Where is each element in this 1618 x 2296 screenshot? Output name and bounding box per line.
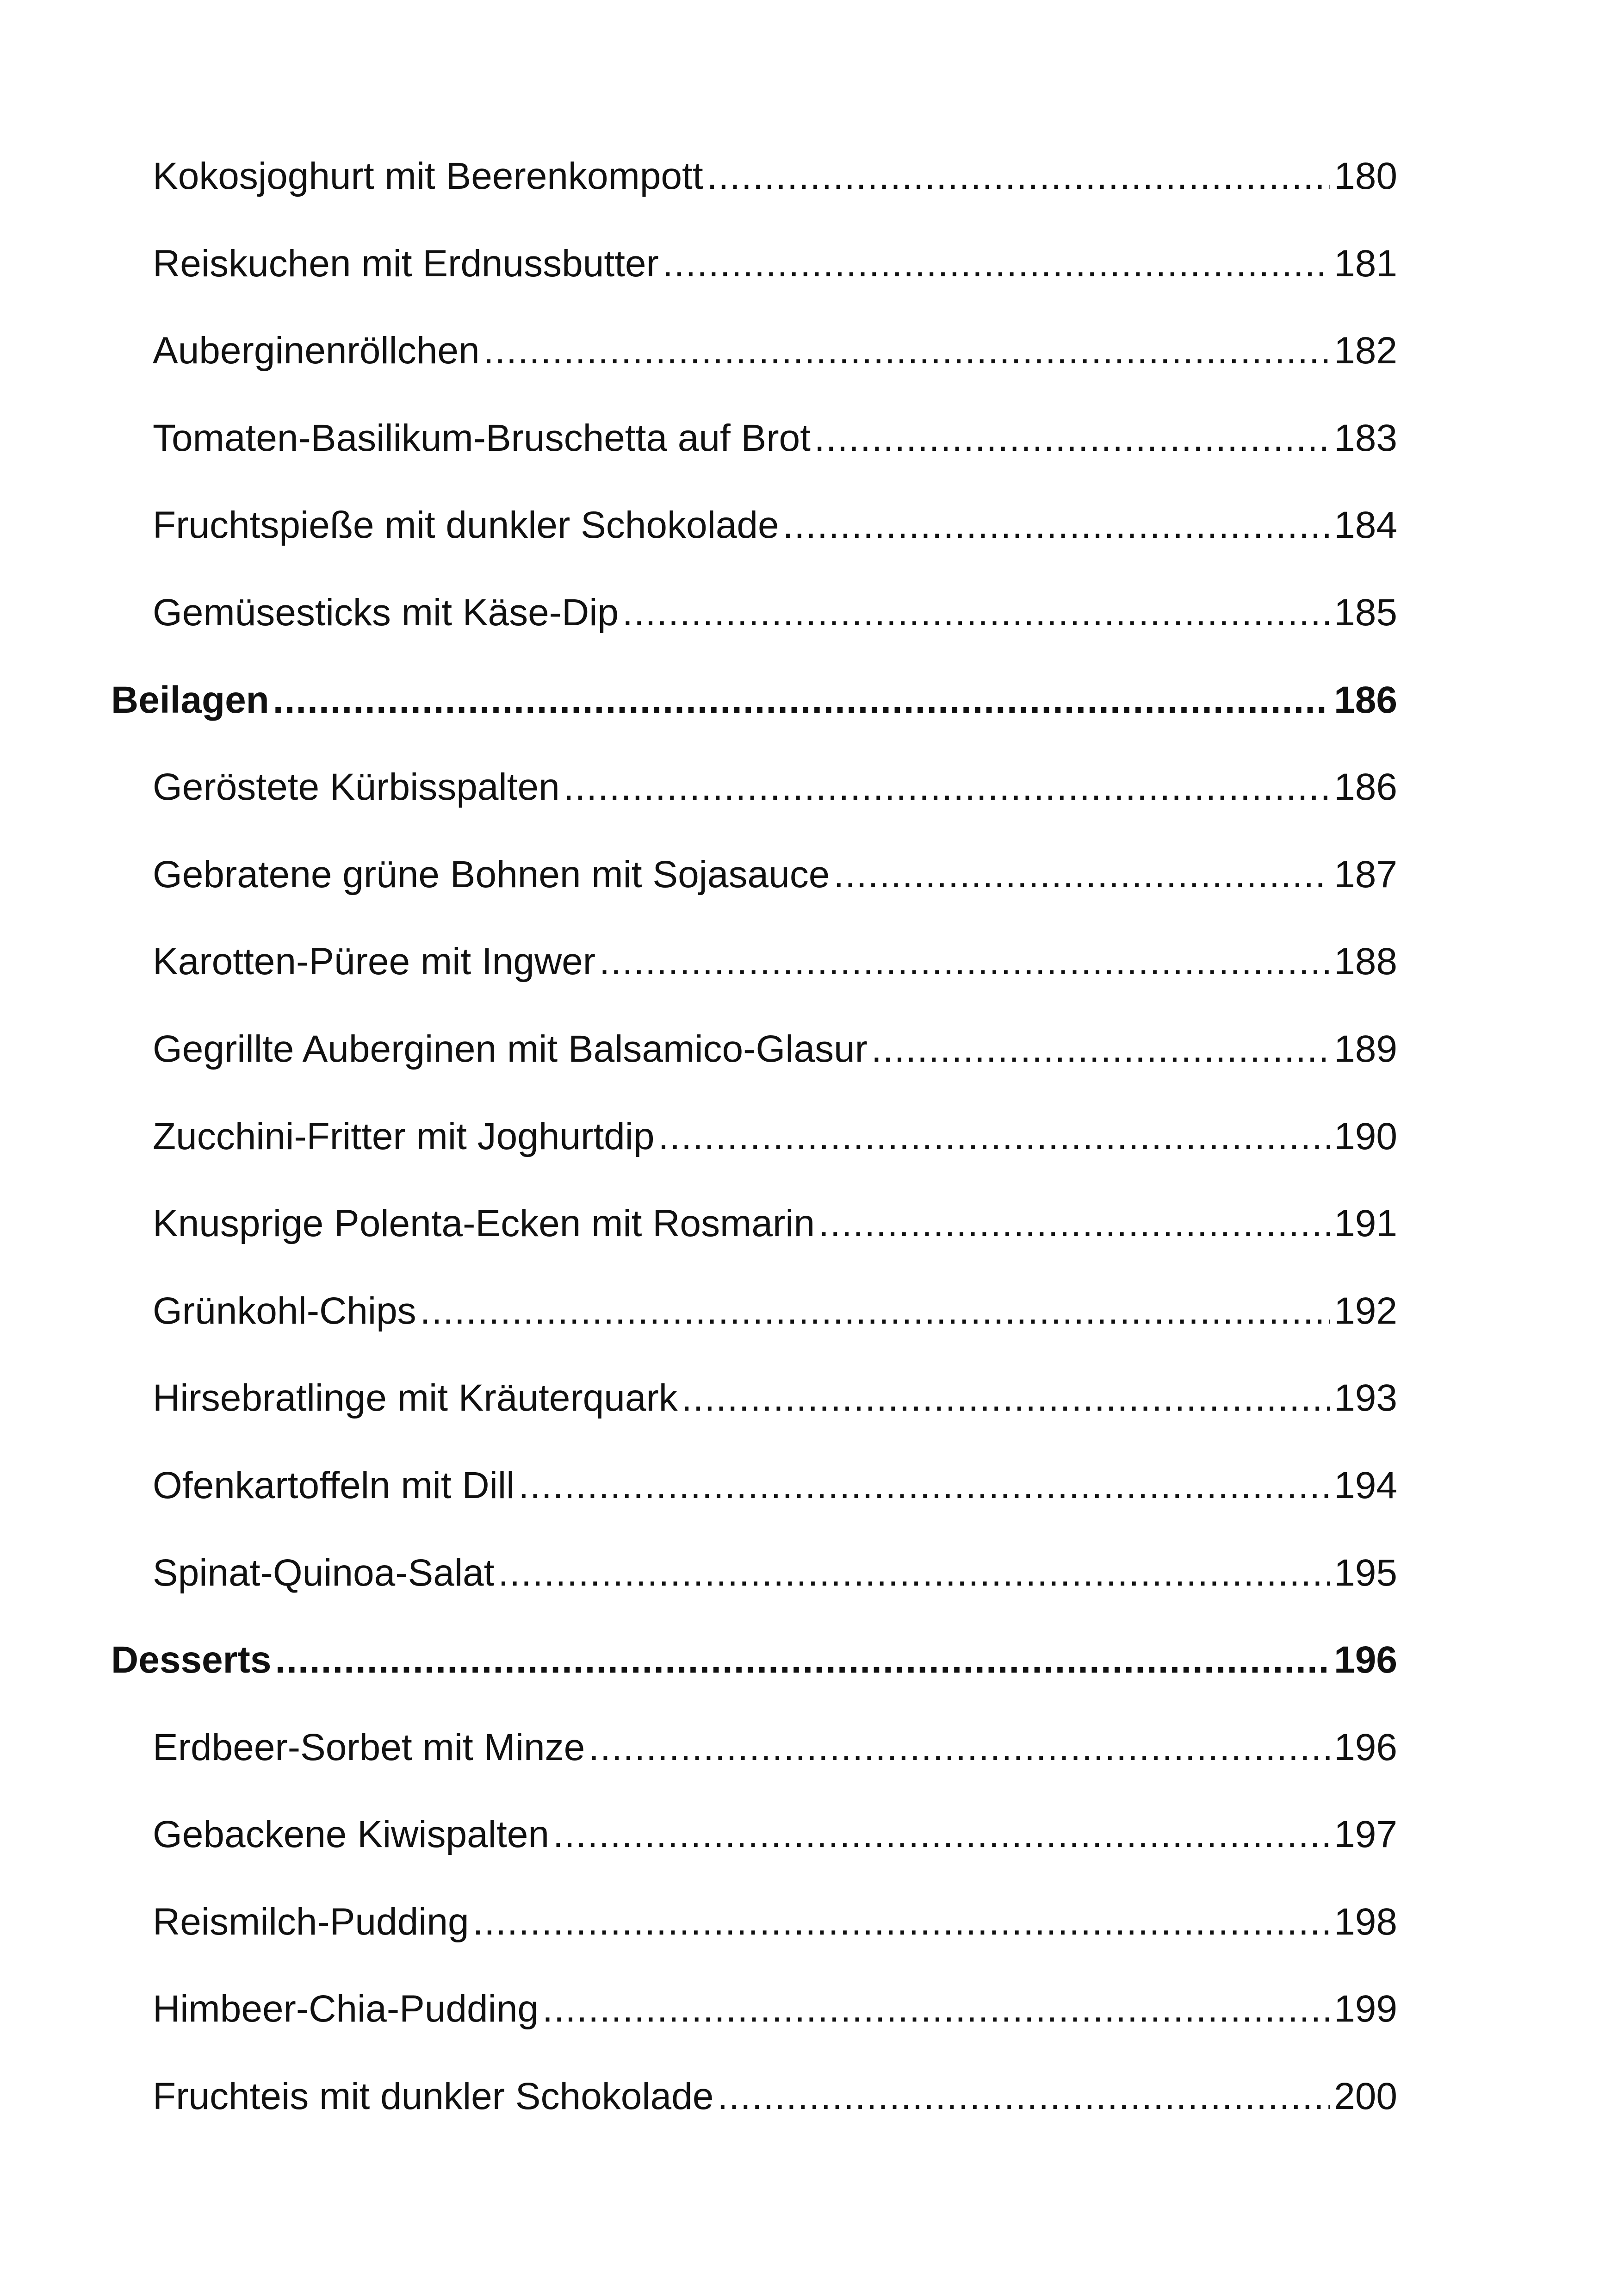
- toc-page-number: 181: [1334, 242, 1397, 285]
- toc-entry-title: Fruchteis mit dunkler Schokolade: [153, 2075, 714, 2118]
- toc-entry-title: Zucchini-Fritter mit Joghurtdip: [153, 1115, 655, 1157]
- toc-entry[interactable]: [111, 1813, 1397, 1903]
- toc-page-number: 189: [1334, 1027, 1397, 1070]
- toc-entry[interactable]: [111, 242, 1397, 332]
- dot-leader: [717, 2078, 1330, 2116]
- toc-entry-title: Geröstete Kürbisspalten: [153, 766, 560, 809]
- dot-leader: [564, 768, 1330, 806]
- toc-page-number: 190: [1334, 1115, 1397, 1157]
- toc-entry-title: Gebratene grüne Bohnen mit Sojasauce: [153, 853, 830, 896]
- dot-leader: [542, 1990, 1330, 2028]
- dot-leader: [783, 506, 1331, 544]
- dot-leader: [498, 1554, 1330, 1592]
- toc-entry[interactable]: [111, 1115, 1397, 1205]
- toc-entry-title: Himbeer-Chia-Pudding: [153, 1988, 539, 2030]
- toc-page-number: 184: [1334, 504, 1397, 547]
- toc-entry-title: Auberginenröllchen: [153, 330, 480, 372]
- dot-leader: [682, 1379, 1330, 1417]
- dot-leader: [518, 1467, 1330, 1505]
- toc-page-number: 196: [1334, 1726, 1397, 1768]
- toc-entry[interactable]: [111, 1551, 1397, 1642]
- toc-entry[interactable]: [111, 1027, 1397, 1118]
- toc-page-number: 183: [1334, 417, 1397, 459]
- toc-entry[interactable]: [111, 1900, 1397, 1991]
- dot-leader: [814, 419, 1330, 457]
- toc-section-heading[interactable]: [111, 1641, 1397, 1729]
- toc-entry[interactable]: [111, 157, 1397, 245]
- toc-entry[interactable]: [111, 768, 1397, 856]
- toc-page-number: 192: [1334, 1289, 1397, 1332]
- dot-leader: [658, 1118, 1331, 1156]
- toc-entry-title: Beilagen: [111, 678, 269, 721]
- dot-leader: [589, 1729, 1330, 1767]
- toc-entry[interactable]: [111, 940, 1397, 1030]
- toc-page-number: 186: [1334, 678, 1397, 721]
- toc-entry-title: Hirsebratlinge mit Kräuterquark: [153, 1377, 678, 1419]
- toc-entry-title: Grünkohl-Chips: [153, 1289, 416, 1332]
- toc-page-number: 185: [1334, 591, 1397, 634]
- toc-entry-title: Erdbeer-Sorbet mit Minze: [153, 1726, 585, 1768]
- toc-entry-title: Fruchtspieße mit dunkler Schokolade: [153, 504, 779, 547]
- toc-page-number: 182: [1334, 330, 1397, 372]
- dot-leader: [420, 1292, 1330, 1330]
- toc-entry-title: Kokosjoghurt mit Beerenkompott: [153, 155, 703, 197]
- toc-entry-title: Tomaten-Basilikum-Bruschetta auf Brot: [153, 417, 811, 459]
- toc-entry[interactable]: [111, 506, 1397, 594]
- dot-leader: [622, 594, 1330, 632]
- toc-page-number: 194: [1334, 1464, 1397, 1506]
- toc-page-number: 200: [1334, 2075, 1397, 2118]
- toc-entry-title: Reiskuchen mit Erdnussbutter: [153, 242, 659, 285]
- toc-entry[interactable]: [111, 1202, 1397, 1292]
- toc-page-number: 196: [1334, 1639, 1397, 1681]
- toc-page-number: 188: [1334, 940, 1397, 983]
- dot-leader: [663, 245, 1330, 283]
- toc-entry-title: Desserts: [111, 1639, 272, 1681]
- dot-leader: [599, 943, 1330, 981]
- toc-entry[interactable]: [111, 1464, 1397, 1554]
- toc-entry-title: Ofenkartoffeln mit Dill: [153, 1464, 515, 1506]
- dot-leader: [707, 157, 1331, 195]
- toc-entry-title: Gebackene Kiwispalten: [153, 1813, 549, 1856]
- dot-leader: [818, 1205, 1330, 1243]
- table-of-contents: [111, 157, 1397, 2165]
- dot-leader: [484, 332, 1331, 370]
- toc-entry[interactable]: [111, 1289, 1397, 1380]
- toc-entry[interactable]: [111, 1990, 1397, 2078]
- toc-entry[interactable]: [111, 419, 1397, 507]
- toc-page-number: 198: [1334, 1900, 1397, 1943]
- toc-section-heading[interactable]: [111, 678, 1397, 769]
- toc-entry[interactable]: [111, 2075, 1397, 2165]
- toc-entry-title: Spinat-Quinoa-Salat: [153, 1551, 495, 1594]
- toc-page-number: 195: [1334, 1551, 1397, 1594]
- dot-leader: [273, 681, 1330, 719]
- toc-page-number: 199: [1334, 1988, 1397, 2030]
- toc-entry-title: Reismilch-Pudding: [153, 1900, 469, 1943]
- dot-leader: [833, 856, 1330, 894]
- toc-entry[interactable]: [111, 591, 1397, 681]
- toc-page-number: 197: [1334, 1813, 1397, 1856]
- toc-entry-title: Gegrillte Auberginen mit Balsamico-Glasur: [153, 1027, 868, 1070]
- dot-leader: [871, 1030, 1330, 1068]
- toc-entry[interactable]: [111, 1726, 1397, 1816]
- dot-leader: [473, 1903, 1331, 1941]
- dot-leader: [275, 1641, 1330, 1679]
- dot-leader: [553, 1816, 1330, 1854]
- toc-page-number: 193: [1334, 1377, 1397, 1419]
- toc-page-number: 186: [1334, 766, 1397, 809]
- toc-page-number: 180: [1334, 155, 1397, 197]
- toc-entry[interactable]: [111, 1379, 1397, 1467]
- toc-entry-title: Karotten-Püree mit Ingwer: [153, 940, 596, 983]
- toc-entry-title: Knusprige Polenta-Ecken mit Rosmarin: [153, 1202, 815, 1245]
- toc-entry[interactable]: [111, 332, 1397, 419]
- toc-entry[interactable]: [111, 853, 1397, 943]
- toc-page-number: 191: [1334, 1202, 1397, 1245]
- toc-entry-title: Gemüsesticks mit Käse-Dip: [153, 591, 619, 634]
- toc-page-number: 187: [1334, 853, 1397, 896]
